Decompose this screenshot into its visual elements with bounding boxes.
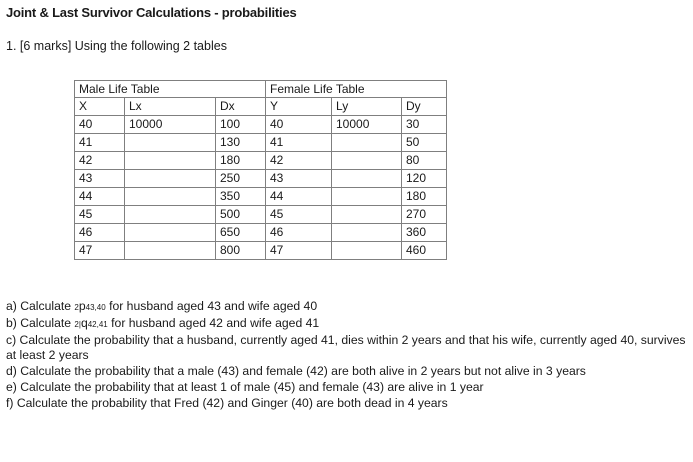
cell-dy: 460 (402, 242, 447, 260)
table-row (75, 152, 447, 170)
cell-lx (125, 242, 216, 260)
cell-y: 46 (266, 224, 332, 242)
part-b-prefix: b) Calculate (6, 315, 75, 330)
cell-ly (332, 134, 402, 152)
cell-dx: 180 (216, 152, 266, 170)
cell-x: 47 (75, 242, 125, 260)
question-parts (6, 299, 686, 412)
cell-x: 41 (75, 134, 125, 152)
cell-dx: 500 (216, 206, 266, 224)
part-c: c) Calculate the probability that a husband, currently aged 41, dies within 2 years and that his wife, currently aged 40, survives at least 2 years (6, 332, 686, 363)
question-intro: 1. [6 marks] Using the following 2 tables (6, 39, 227, 53)
cell-ly: 10000 (332, 116, 402, 134)
cell-x: 40 (75, 116, 125, 134)
header-y: Y (266, 98, 332, 116)
header-dx: Dx (216, 98, 266, 116)
part-f: f) Calculate the probability that Fred (42) and Ginger (40) are both dead in 4 years (6, 395, 448, 410)
part-b-symbol-sub: 42,41 (87, 319, 108, 329)
cell-dx: 800 (216, 242, 266, 260)
part-a (6, 299, 686, 316)
header-ly: Ly (332, 98, 402, 116)
part-a-prefix: a) Calculate (6, 299, 75, 313)
cell-x: 42 (75, 152, 125, 170)
cell-x: 44 (75, 188, 125, 206)
cell-x: 46 (75, 224, 125, 242)
cell-dy: 360 (402, 224, 447, 242)
part-a-suffix: for husband aged 43 and wife aged 40 (105, 299, 318, 313)
table-row (75, 134, 447, 152)
female-table-title: Female Life Table (266, 81, 447, 98)
cell-lx (125, 188, 216, 206)
cell-y: 41 (266, 134, 332, 152)
cell-x: 45 (75, 206, 125, 224)
part-a-symbol-main: p (78, 299, 86, 313)
cell-lx (125, 134, 216, 152)
header-lx: Lx (125, 98, 216, 116)
cell-dy: 180 (402, 188, 447, 206)
cell-ly (332, 242, 402, 260)
cell-lx: 10000 (125, 116, 216, 134)
cell-y: 42 (266, 152, 332, 170)
part-b-suffix: for husband aged 42 and wife aged 41 (107, 315, 320, 330)
part-a-symbol-pre: 2 (74, 303, 79, 312)
cell-dx: 650 (216, 224, 266, 242)
part-e: e) Calculate the probability that at least 1 of male (45) and female (43) are alive in 1 year (6, 379, 484, 394)
table-row (75, 206, 447, 224)
part-b-symbol-main: q (80, 315, 88, 330)
cell-ly (332, 206, 402, 224)
table-row (75, 224, 447, 242)
cell-dx: 250 (216, 170, 266, 188)
header-dy: Dy (402, 98, 447, 116)
cell-lx (125, 152, 216, 170)
cell-dy: 80 (402, 152, 447, 170)
cell-x: 43 (75, 170, 125, 188)
male-table-title: Male Life Table (75, 81, 266, 98)
cell-dx: 350 (216, 188, 266, 206)
part-b (6, 316, 686, 333)
part-d: d) Calculate the probability that a male (43) and female (42) are both alive in 2 years but not alive in 3 years (6, 364, 586, 379)
cell-dy: 30 (402, 116, 447, 134)
table-row (75, 116, 447, 134)
cell-ly (332, 152, 402, 170)
cell-y: 40 (266, 116, 332, 134)
table-title-row (75, 81, 447, 98)
cell-dy: 50 (402, 134, 447, 152)
header-x: X (75, 98, 125, 116)
cell-ly (332, 170, 402, 188)
table-row (75, 188, 447, 206)
cell-lx (125, 224, 216, 242)
cell-ly (332, 188, 402, 206)
cell-y: 45 (266, 206, 332, 224)
cell-y: 47 (266, 242, 332, 260)
cell-lx (125, 206, 216, 224)
cell-dy: 270 (402, 206, 447, 224)
part-a-symbol-sub: 43,40 (85, 303, 106, 312)
cell-y: 43 (266, 170, 332, 188)
life-tables (74, 80, 447, 260)
cell-dy: 120 (402, 170, 447, 188)
part-b-symbol-pre: 2| (74, 319, 81, 329)
cell-ly (332, 224, 402, 242)
cell-lx (125, 170, 216, 188)
document-title: Joint & Last Survivor Calculations - probabilities (6, 5, 297, 20)
cell-y: 44 (266, 188, 332, 206)
table-header-row (75, 98, 447, 116)
cell-dx: 100 (216, 116, 266, 134)
table-row (75, 170, 447, 188)
cell-dx: 130 (216, 134, 266, 152)
table-row (75, 242, 447, 260)
